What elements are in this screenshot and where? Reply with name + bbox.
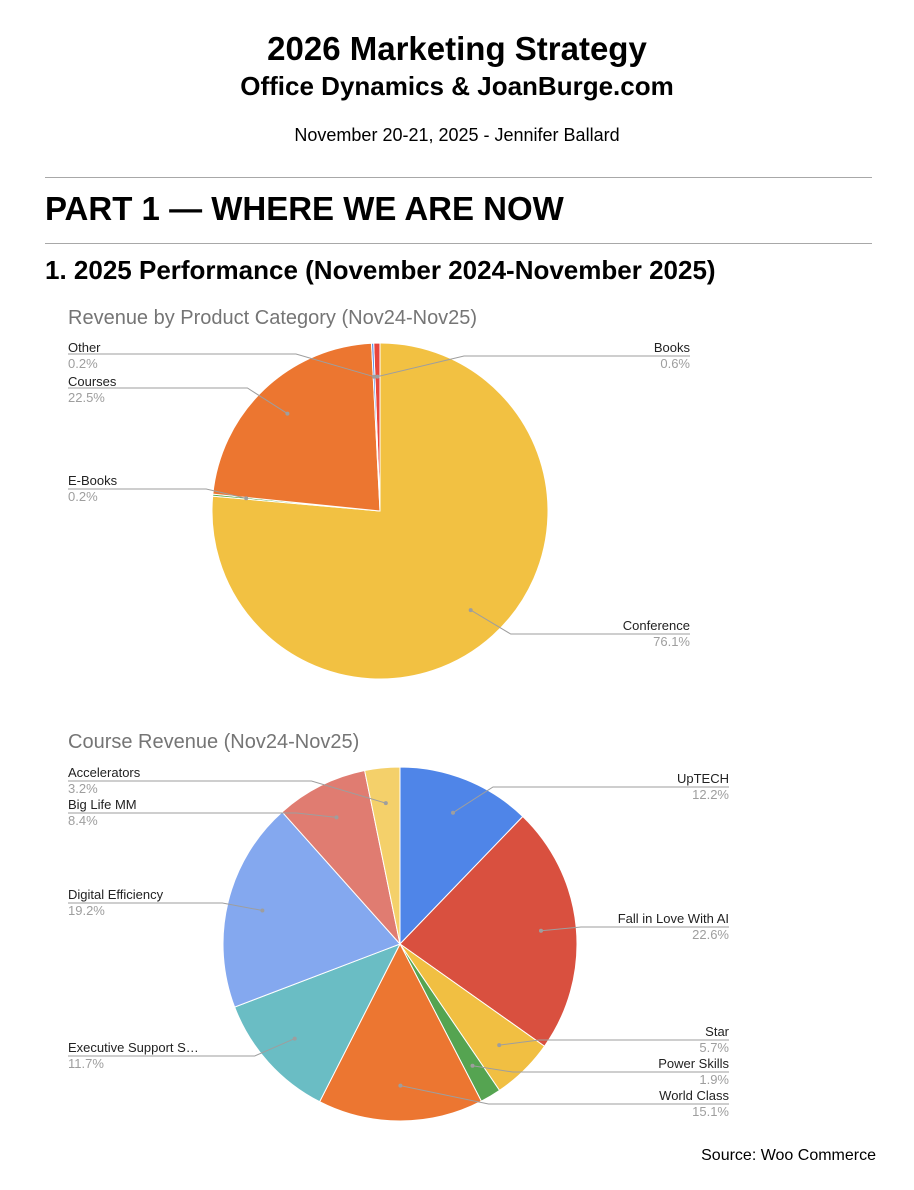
slice-value-other: 0.2% [68, 356, 98, 371]
slice-label-books: Books [653, 340, 690, 355]
source-note: Source: Woo Commerce [701, 1147, 876, 1164]
leader-dot-world-class [398, 1084, 402, 1088]
slice-value-big-life-mm: 8.4% [68, 813, 98, 828]
revenue-by-category-chart [0, 300, 914, 700]
leader-dot-power-skills [471, 1064, 475, 1068]
pie-slices [223, 767, 577, 1121]
document-subtitle: Office Dynamics & JoanBurge.com [240, 71, 674, 101]
leader-dot-other [372, 375, 376, 379]
slice-value-uptech: 12.2% [692, 787, 729, 802]
leader-dot-accelerators [384, 801, 388, 805]
slice-value-star: 5.7% [699, 1040, 729, 1055]
leader-dot-digital-efficiency [260, 909, 264, 913]
leader-dot-star [497, 1043, 501, 1047]
document-title: 2026 Marketing Strategy [267, 30, 647, 67]
leader-dot-e-books [244, 496, 248, 500]
slice-label-accelerators: Accelerators [68, 765, 141, 780]
slice-label-power-skills: Power Skills [658, 1056, 729, 1071]
slice-value-accelerators: 3.2% [68, 781, 98, 796]
slice-value-fall-in-love-with-ai: 22.6% [692, 927, 729, 942]
part-heading: PART 1 — WHERE WE ARE NOW [45, 190, 564, 227]
slice-value-e-books: 0.2% [68, 489, 98, 504]
slice-value-power-skills: 1.9% [699, 1072, 729, 1087]
slice-label-star: Star [705, 1024, 729, 1039]
slice-value-digital-efficiency: 19.2% [68, 903, 105, 918]
slice-value-world-class: 15.1% [692, 1104, 729, 1119]
slice-label-conference: Conference [622, 618, 690, 633]
pie-slices [212, 343, 548, 679]
section-heading: 1. 2025 Performance (November 2024-November 2025) [45, 255, 716, 285]
divider-top [45, 177, 872, 178]
course-revenue-svg [0, 722, 914, 1132]
revenue-by-category-svg [0, 300, 914, 700]
slice-value-conference: 76.1% [653, 634, 690, 649]
leader-dot-books [376, 375, 380, 379]
course-revenue-chart [0, 722, 914, 1132]
divider-part [45, 243, 872, 244]
slice-value-executive-support-s: 11.7% [68, 1056, 104, 1071]
leader-dot-uptech [451, 811, 455, 815]
chart-title: Revenue by Product Category (Nov24-Nov25) [68, 307, 478, 329]
document-date-author: November 20-21, 2025 - Jennifer Ballard [294, 125, 620, 145]
slice-label-fall-in-love-with-ai: Fall in Love With AI [617, 911, 729, 926]
pie-slice-courses [213, 343, 380, 511]
slice-label-e-books: E-Books [68, 473, 118, 488]
leader-dot-courses [285, 412, 289, 416]
leader-dot-big-life-mm [335, 815, 339, 819]
slice-value-courses: 22.5% [68, 390, 105, 405]
leader-dot-executive-support-s [293, 1037, 297, 1041]
leader-dot-conference [469, 608, 473, 612]
slice-label-uptech: UpTECH [676, 771, 729, 786]
slice-label-other: Other [68, 340, 101, 355]
slice-label-world-class: World Class [659, 1088, 729, 1103]
slice-value-books: 0.6% [660, 356, 690, 371]
slice-label-digital-efficiency: Digital Efficiency [68, 887, 164, 902]
chart-title: Course Revenue (Nov24-Nov25) [68, 731, 360, 753]
slice-label-executive-support-s: Executive Support S… [68, 1040, 199, 1055]
slice-label-big-life-mm: Big Life MM [68, 797, 137, 812]
slice-label-courses: Courses [68, 374, 117, 389]
leader-dot-fall-in-love-with-ai [539, 929, 543, 933]
